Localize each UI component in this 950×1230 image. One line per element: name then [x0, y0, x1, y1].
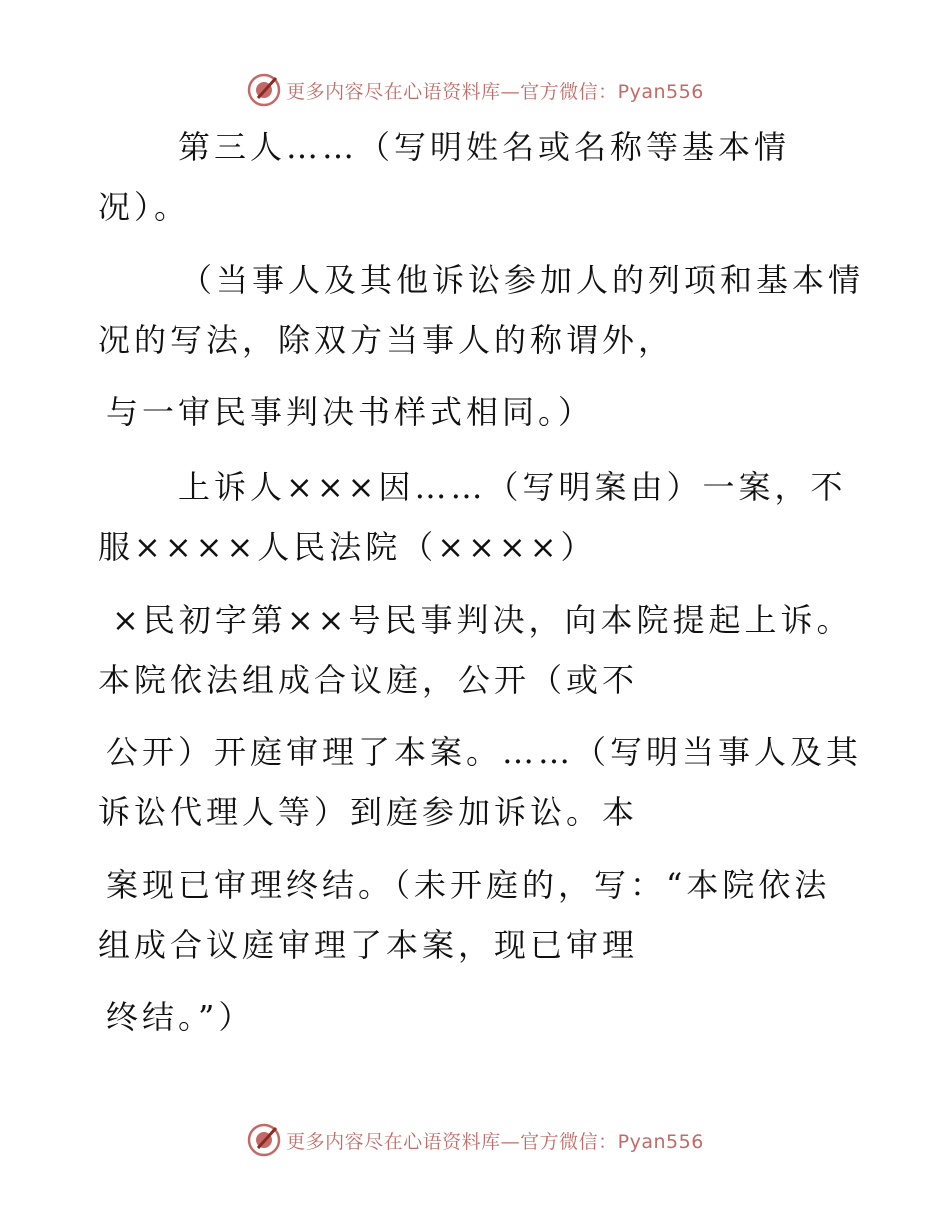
- text-line: 上诉人×××因……（写明案由）一案，不: [178, 468, 847, 506]
- header-watermark: [0, 70, 950, 110]
- text-line: 公开）开庭审理了本案。……（写明当事人及其: [106, 733, 863, 771]
- text-line: 诉讼代理人等）到庭参加诉讼。本: [98, 793, 639, 831]
- text-line: （当事人及其他诉讼参加人的列项和基本情: [180, 261, 865, 299]
- text-line: 服××××人民法院（××××）: [98, 528, 597, 566]
- footer-watermark: [0, 1120, 950, 1160]
- text-line: ×民初字第××号民事判决，向本院提起上诉。: [112, 601, 853, 639]
- text-line: 况的写法，除双方当事人的称谓外，: [98, 321, 675, 359]
- watermark-text: 更多内容尽在心语资料库—官方微信：Pyan556: [286, 1130, 704, 1153]
- text-line: 终结。”）: [106, 998, 255, 1036]
- text-line: 第三人……（写明姓名或名称等基本情: [178, 128, 791, 166]
- text-line: 与一审民事判决书样式相同。）: [106, 393, 595, 431]
- watermark-text: 更多内容尽在心语资料库—官方微信：Pyan556: [286, 80, 704, 103]
- text-line: 案现已审理终结。（未开庭的，写：“本院依法: [106, 866, 831, 904]
- logo-icon: [246, 72, 282, 108]
- text-line: 组成合议庭审理了本案，现已审理: [98, 926, 639, 964]
- logo-icon: [246, 1122, 282, 1158]
- text-line: 本院依法组成合议庭，公开（或不: [98, 661, 639, 699]
- text-line: 况）。: [98, 188, 191, 226]
